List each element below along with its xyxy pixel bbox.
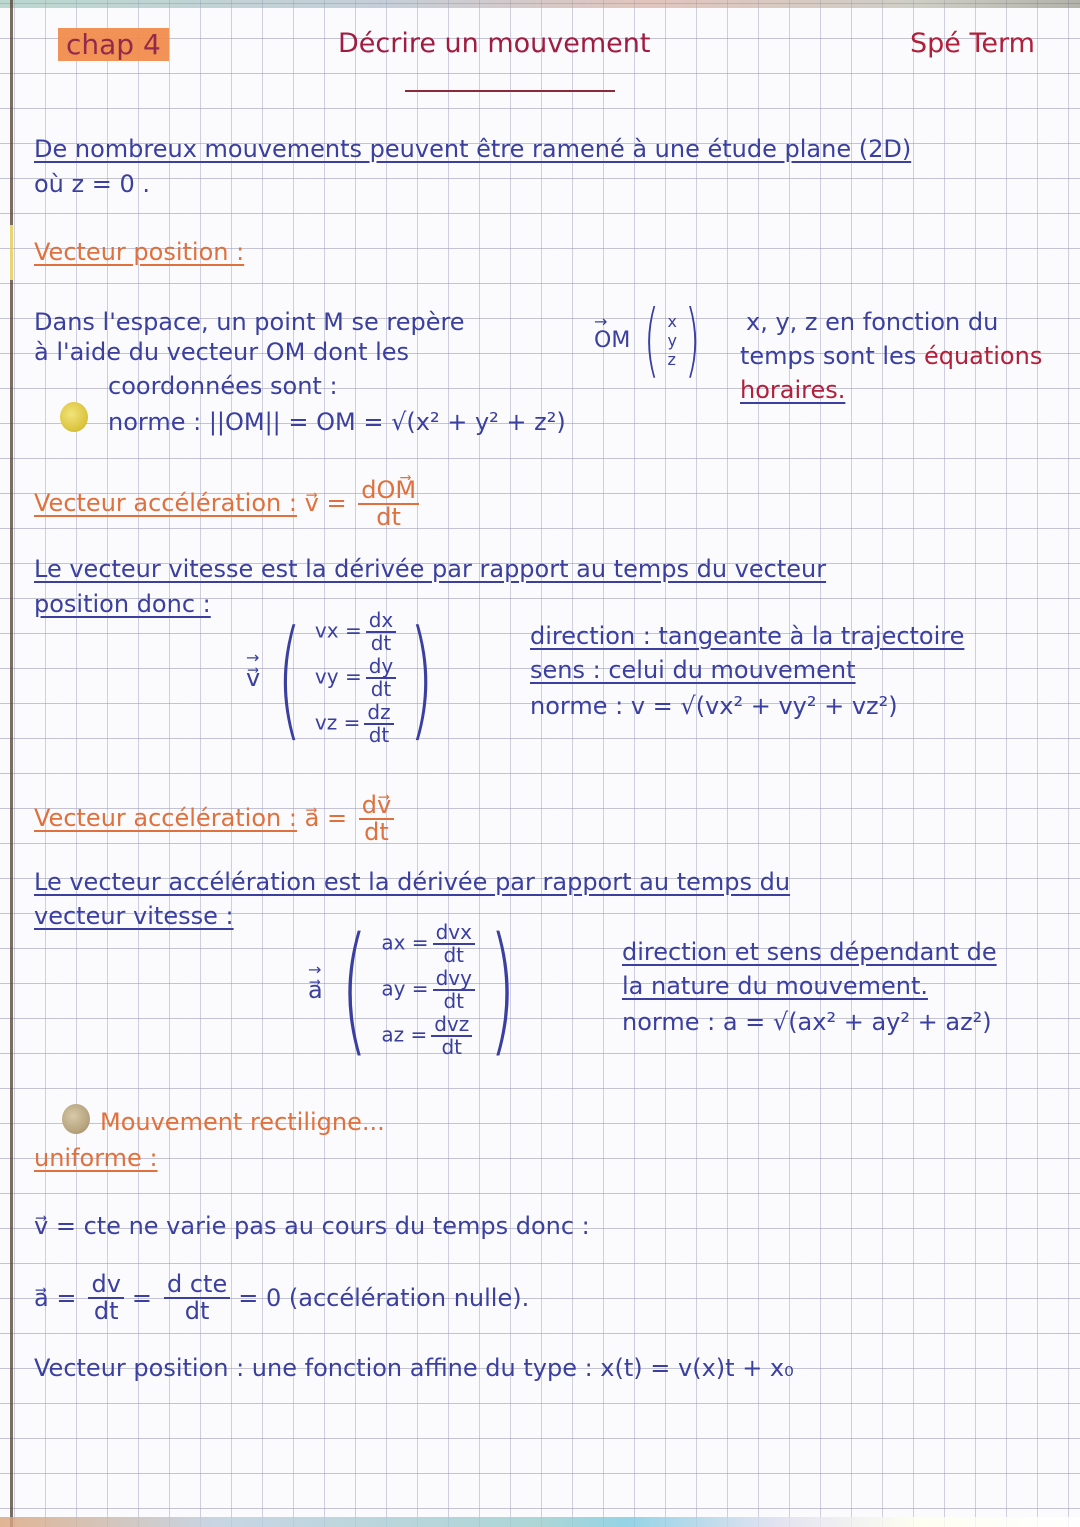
position-side-2: temps sont les équations bbox=[740, 342, 1043, 370]
acceleration-text-2: vecteur vitesse : bbox=[34, 902, 234, 930]
rectilinear-position-line: Vecteur position : une fonction affine du type : x(t) = v(x)t + x₀ bbox=[34, 1354, 794, 1382]
rectilinear-accel-equation: a⃗ = $\frac{dv}{dt}$ = $\frac{\text{d cte}}{dt}$ = 0 (accélération nulle). bbox=[34, 1270, 530, 1326]
om-vector-label: → OM bbox=[594, 328, 630, 353]
intro-line-2: où z = 0 . bbox=[34, 170, 151, 198]
velocity-heading: Vecteur accélération : v⃗ = $\frac{\text{dOM⃗}}{dt}$ bbox=[34, 478, 419, 530]
chapter-label: chap 4 bbox=[58, 28, 169, 61]
yellow-pin-icon bbox=[60, 402, 88, 432]
velocity-norm: norme : v = √(vx² + vy² + vz²) bbox=[530, 692, 898, 720]
component-x: x bbox=[667, 311, 677, 331]
course-label: Spé Term bbox=[910, 28, 1035, 59]
acceleration-vector-matrix: → a⃗ ( ax = $\frac{\text{dvx}}{dt}$ ay = $\frac{\text{dvy}}{dt}$ az = $\frac{\text{dvz}}{dt}$ ) bbox=[308, 920, 530, 1060]
position-vector-matrix: → OM ( x y z ) bbox=[594, 300, 708, 380]
component-y: y bbox=[667, 330, 677, 350]
rectilinear-line-1: v⃗ = cte ne varie pas au cours du temps donc : bbox=[34, 1212, 590, 1240]
acceleration-norm: norme : a = √(ax² + ay² + az²) bbox=[622, 1008, 992, 1036]
acceleration-heading-fraction: $\frac{dv⃗}{dt}$ bbox=[359, 793, 394, 845]
velocity-heading-fraction: $\frac{\text{dOM⃗}}{dt}$ bbox=[358, 478, 419, 530]
rectilinear-heading: Mouvement rectiligne... bbox=[100, 1108, 385, 1136]
ax-row: ax = $\frac{\text{dvx}}{dt}$ bbox=[381, 922, 475, 966]
notebook-margin-line bbox=[10, 0, 13, 1527]
position-heading: Vecteur position : bbox=[34, 238, 245, 266]
velocity-vector-matrix: → v⃗ ( vx = $\frac{dx}{dt}$ vy = $\frac{dy}{dt}$ vz = $\frac{dz}{dt}$ ) bbox=[246, 610, 447, 746]
position-side-3: horaires. bbox=[740, 376, 846, 404]
ay-row: ay = $\frac{\text{dvy}}{dt}$ bbox=[381, 968, 475, 1012]
velocity-text-2: position donc : bbox=[34, 590, 211, 618]
page-title: Décrire un mouvement bbox=[338, 28, 651, 59]
position-text-1: Dans l'espace, un point M se repère bbox=[34, 308, 465, 336]
notebook-top-edge bbox=[0, 0, 1080, 8]
highlight-equations: équations bbox=[923, 342, 1043, 370]
notebook-bottom-edge bbox=[0, 1517, 1080, 1527]
acceleration-direction-2: la nature du mouvement. bbox=[622, 972, 928, 1000]
position-norm: norme : ||OM|| = OM = √(x² + y² + z²) bbox=[108, 408, 566, 436]
vx-row: vx = $\frac{dx}{dt}$ bbox=[315, 610, 396, 654]
component-z: z bbox=[667, 349, 676, 369]
position-side-1: x, y, z en fonction du bbox=[746, 308, 999, 336]
velocity-direction: direction : tangeante à la trajectoire bbox=[530, 622, 965, 650]
vz-row: vz = $\frac{dz}{dt}$ bbox=[315, 702, 396, 746]
acceleration-heading: Vecteur accélération : a⃗ = $\frac{dv⃗}{dt}$ bbox=[34, 793, 394, 845]
intro-line-1: De nombreux mouvements peuvent être ramené à une étude plane (2D) bbox=[34, 135, 912, 163]
acceleration-text-1: Le vecteur accélération est la dérivée par rapport au temps du bbox=[34, 868, 791, 896]
rectilinear-subheading: uniforme : bbox=[34, 1144, 158, 1172]
velocity-text-1: Le vecteur vitesse est la dérivée par rapport au temps du vecteur bbox=[34, 555, 827, 583]
grey-pin-icon bbox=[62, 1104, 90, 1134]
velocity-sens: sens : celui du mouvement bbox=[530, 656, 856, 684]
position-text-3: coordonnées sont : bbox=[108, 372, 338, 400]
position-text-2: à l'aide du vecteur OM dont les bbox=[34, 338, 410, 366]
title-underline bbox=[405, 90, 615, 92]
acceleration-direction-1: direction et sens dépendant de bbox=[622, 938, 997, 966]
az-row: az = $\frac{\text{dvz}}{dt}$ bbox=[381, 1014, 475, 1058]
vy-row: vy = $\frac{dy}{dt}$ bbox=[315, 656, 396, 700]
